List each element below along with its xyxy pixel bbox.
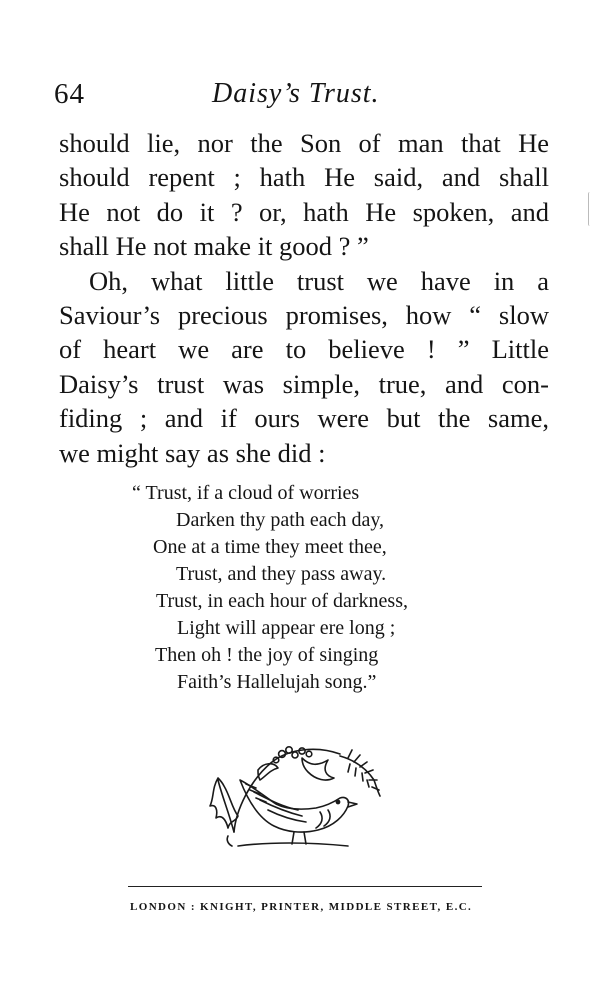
page-header: [54, 78, 554, 118]
running-title: Daisy’s Trust.: [212, 78, 380, 109]
page-edge-mark: [588, 192, 593, 226]
text-line: should lie, nor the Son of man that He: [59, 128, 549, 158]
poem-line: Faith’s Hallelujah song.”: [177, 671, 377, 693]
body-paragraphs: [59, 126, 549, 470]
text-line: we might say as she did :: [59, 437, 326, 468]
text-line: Oh, what little trust we have in a: [89, 265, 549, 296]
poem-line: Trust, in each hour of darkness,: [156, 590, 409, 612]
poem-line: “ Trust, if a cloud of worries: [132, 482, 360, 504]
imprint-rule: [128, 886, 482, 887]
poem-line: Light will appear ere long ;: [177, 617, 396, 639]
text-line: should repent ; hath He said, and shall: [59, 162, 549, 193]
text-line: shall He not make it good ? ”: [59, 231, 369, 262]
text-line: fiding ; and if ours were but the same,: [59, 403, 549, 434]
text-line: Saviour’s precious promises, how “ slow: [59, 300, 549, 331]
printer-imprint: LONDON : KNIGHT, PRINTER, MIDDLE STREET, E.C.: [130, 901, 473, 913]
text-line: Daisy’s trust was simple, true, and con-: [59, 368, 549, 399]
page-number: 64: [54, 78, 85, 110]
text-line: He not do it ? or, hath He spoken, and: [59, 196, 549, 227]
poem-line: Then oh ! the joy of singing: [155, 644, 379, 666]
text-line: of heart we are to believe ! ” Little: [59, 334, 549, 365]
robin-holly-vignette-icon: [198, 740, 398, 856]
poem-line: Trust, and they pass away.: [176, 563, 387, 585]
poem-line: One at a time they meet thee,: [153, 536, 387, 558]
poem-line: Darken thy path each day,: [176, 509, 385, 531]
